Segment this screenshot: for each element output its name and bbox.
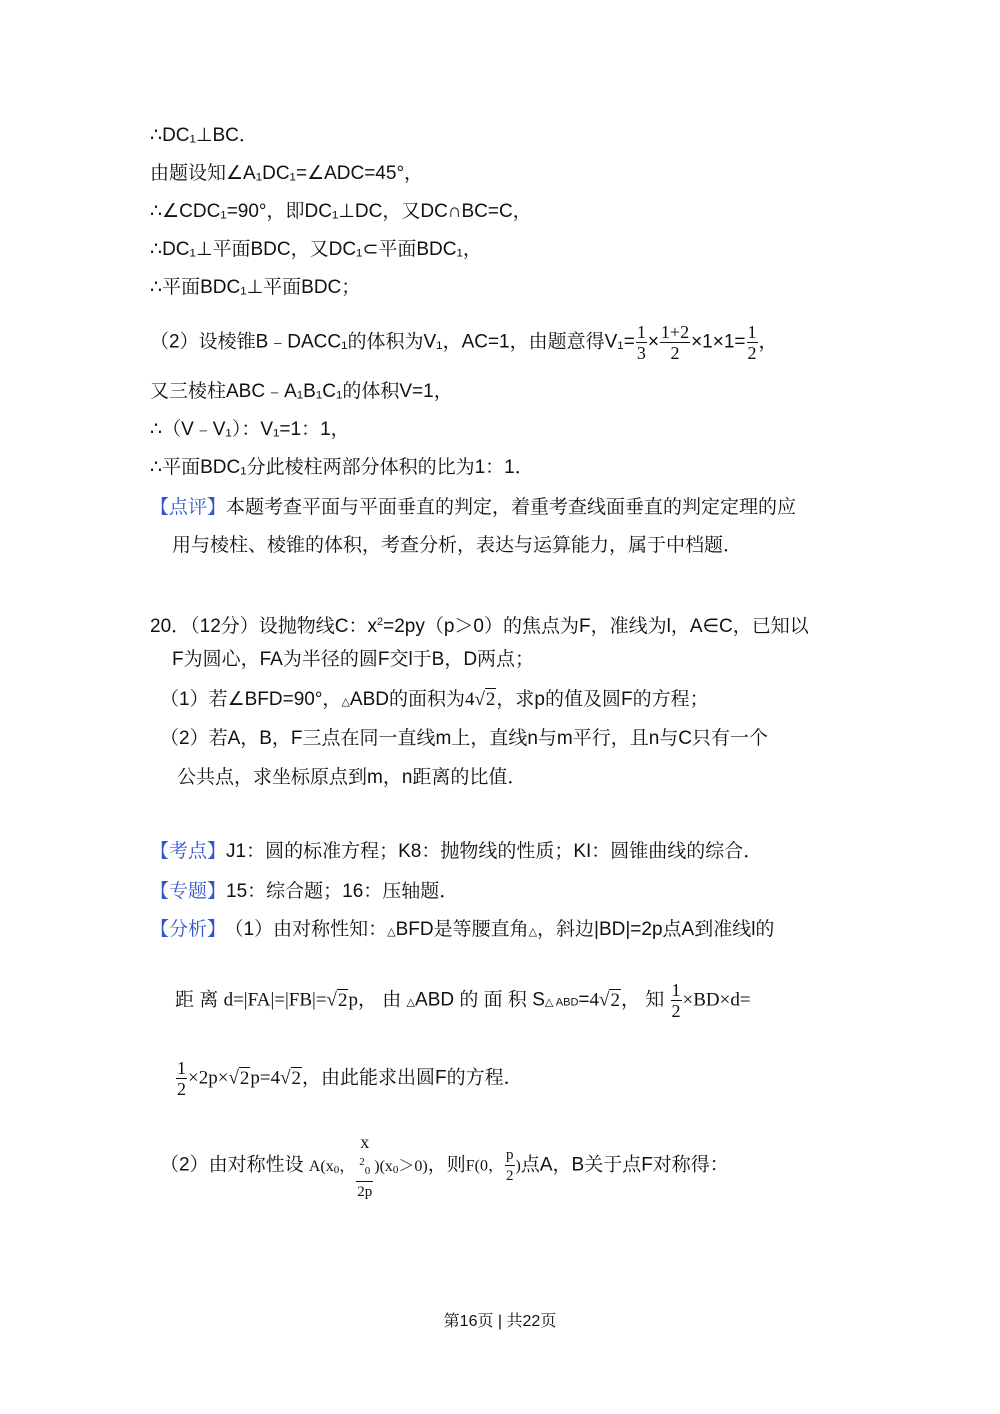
text-line: 公共点，求坐标原点到m，n距离的比值． xyxy=(177,767,527,788)
text-line: 用与棱柱、棱锥的体积，考查分析，表达与运算能力，属于中档题． xyxy=(172,535,743,556)
topic-tag: 【专题】 xyxy=(150,881,227,902)
analysis-part-2-line: （2）由对称性设 $A(x_0$， x $^2_0$ 2p )$(x_0>0)$，则F(0， $\frac{p}{2}$ )点A，B关于点F对称得： xyxy=(160,1132,729,1200)
comment-tag: 【点评】 xyxy=(150,497,227,518)
text-line: ∴平面BDC₁⊥平面BDC； xyxy=(150,277,361,298)
text-line: 又三棱柱ABC﹣A₁B₁C₁的体积V=1， xyxy=(150,381,453,402)
question-part-1: （1）若∠BFD=90°，△ABD的面积为4√2，求p的值及圆F的方程； xyxy=(160,689,709,710)
analysis-line: 【分析】 （1）由对称性知：△BFD是等腰直角△，斜边|BD|=2p点A到准线l的 xyxy=(150,919,775,940)
text-line: 由题设知∠A₁DC₁=∠ADC=45°， xyxy=(150,163,424,184)
text-line: ∴DC₁⊥平面BDC，又DC₁⊂平面BDC₁， xyxy=(150,239,482,260)
text-line: ∴平面BDC₁分此棱柱两部分体积的比为1：1． xyxy=(150,457,534,478)
text-line: ∴（V﹣V₁）：V₁=1：1， xyxy=(150,419,350,440)
fraction: $\frac{1+2}{2}$ xyxy=(660,322,690,363)
knowledge-tag: 【考点】 xyxy=(150,841,227,862)
math-expression: 4√2 xyxy=(464,689,496,710)
analysis-distance-line: 距 离 d=|FA|=|FB|=√2p， 由 △ABD 的 面 积 S△ ABD=4√2， 知 $\frac{1}{2}$ ×BD×d= xyxy=(175,980,751,1021)
volume-formula-line: （2）设棱锥B﹣DACC₁的体积为V₁，AC=1，由题意得V₁= $\frac{1}{3}$ × $\frac{1+2}{2}$ ×1×1= $\frac{1}{2}$ ， xyxy=(150,322,778,363)
analysis-tag: 【分析】 xyxy=(150,919,227,940)
text-line: ∴DC₁⊥BC． xyxy=(150,125,258,146)
question-part-2: （2）若A，B，F三点在同一直线m上，直线n与m平行，且n与C只有一个 xyxy=(160,728,769,749)
page-footer: 第16页 | 共22页 xyxy=(443,1313,557,1330)
fraction: $\frac{1}{3}$ xyxy=(636,322,646,363)
knowledge-line: 【考点】J1：圆的标准方程；K8：抛物线的性质；KI：圆锥曲线的综合． xyxy=(150,841,763,862)
comment-line: 【点评】本题考查平面与平面垂直的判定，着重考查线面垂直的判定定理的应 xyxy=(150,497,797,518)
topic-line: 【专题】15：综合题；16：压轴题． xyxy=(150,881,459,902)
text-line: ∴∠CDC₁=90°，即DC₁⊥DC，又DC∩BC=C， xyxy=(150,201,532,222)
analysis-area-line: $\frac{1}{2}$ ×2p×√2p=4√2，由此能求出圆F的方程． xyxy=(177,1058,523,1099)
question-title: 20．（12分）设抛物线C：$x^2=2py(p>0)$的焦点为F，准线为l，A∈C，已知以 xyxy=(150,616,809,637)
fraction: $\frac{1}{2}$ xyxy=(747,322,757,363)
text-line: F为圆心，FA为半径的圆F交l于B，D两点； xyxy=(172,649,535,670)
